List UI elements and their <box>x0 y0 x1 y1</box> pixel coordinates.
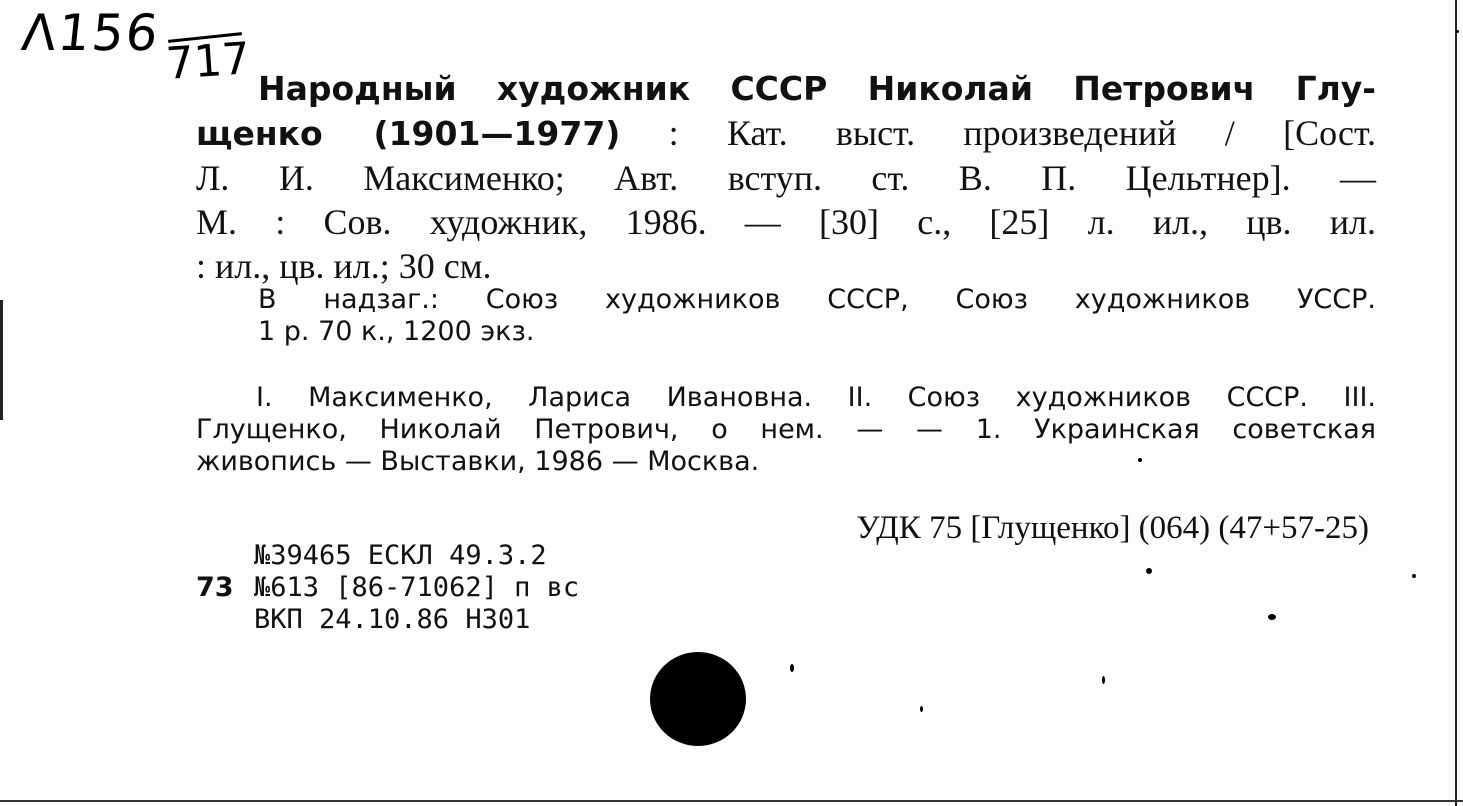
scan-speck <box>1102 676 1105 684</box>
code-row-1-text: №39465 ЕСКЛ 49.3.2 <box>254 540 547 571</box>
entry-title-part-1: Народный художник СССР Николай Петрович Глу- <box>258 69 1376 108</box>
entry-line-2-rest: : Кат. выст. произведений / [Сост. <box>620 113 1376 153</box>
scan-speck <box>790 664 794 672</box>
main-entry <box>196 66 1376 288</box>
code-row-1 <box>196 540 579 572</box>
note-line-2: 1 р. 70 к., 1200 экз. <box>258 316 535 347</box>
entry-title-part-2: щенко (1901—1977) <box>196 114 621 153</box>
card-edge-left <box>0 300 3 420</box>
tracings <box>196 382 1376 478</box>
udk-classification: УДК 75 [Глущенко] (064) (47+57-25) <box>856 510 1369 546</box>
scan-speck <box>1268 614 1276 620</box>
punch-hole <box>650 652 746 746</box>
card-edge-right <box>1455 0 1457 806</box>
entry-line-5: : ил., цв. ил.; 30 см. <box>196 246 492 286</box>
card-edge-bottom <box>0 800 1463 802</box>
code-row-2 <box>196 572 579 604</box>
entry-line-4: М. : Сов. художник, 1986. — [30] с., [25] л. ил., цв. ил. <box>196 202 1376 242</box>
shelf-mark-sub: 717 <box>164 33 252 90</box>
tracings-line-2: Глущенко, Николай Петрович, о нем. — — 1. Украинская советская <box>196 414 1376 445</box>
shelf-mark: Λ156 <box>18 4 163 62</box>
code-row-3 <box>196 604 579 636</box>
code-row-3-text: ВКП 24.10.86 Н301 <box>254 604 531 635</box>
code-row-2-prefix: 73 <box>196 572 234 603</box>
entry-line-2 <box>196 111 1376 156</box>
entry-line-3: Л. И. Максименко; Авт. вступ. ст. В. П. Цельтнер]. — <box>196 158 1376 198</box>
tracings-line-1: I. Максименко, Лариса Ивановна. II. Союз художников СССР. III. <box>256 382 1376 413</box>
entry-line-1 <box>196 66 1376 111</box>
scan-speck <box>1412 574 1416 578</box>
tracings-line-3: живопись — Выставки, 1986 — Москва. <box>196 446 760 477</box>
note <box>258 284 1376 348</box>
scan-speck <box>920 706 923 712</box>
record-codes <box>196 540 579 636</box>
scan-speck <box>1456 30 1459 33</box>
note-line-1: В надзаг.: Союз художников СССР, Союз художников УССР. <box>258 284 1376 315</box>
scan-speck <box>1138 458 1142 462</box>
scan-speck <box>1146 568 1152 574</box>
code-row-2-text: №613 [86-71062] п вс <box>254 572 580 603</box>
